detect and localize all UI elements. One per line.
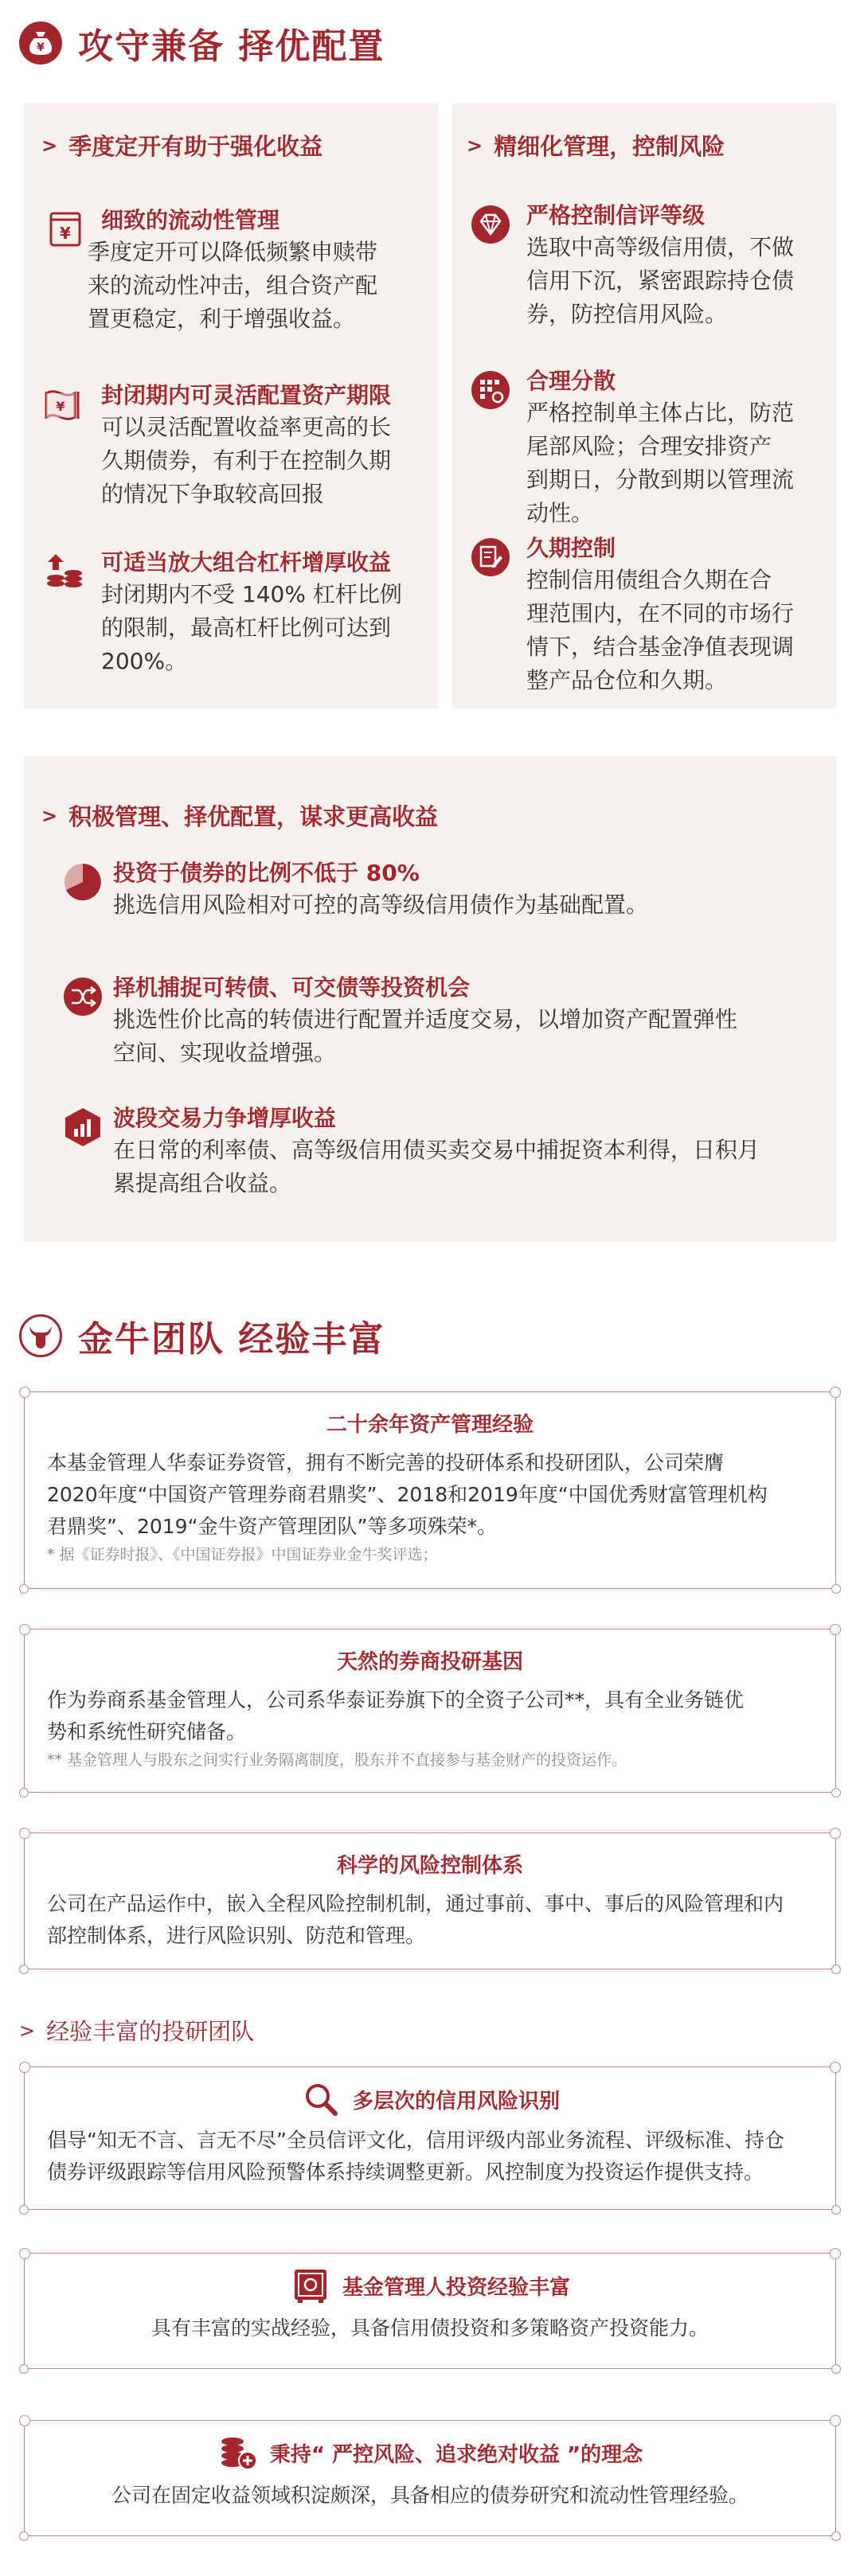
- card-line: 作为券商系基金管理人，公司系华泰证券旗下的全资子公司**，具有全业务链优: [47, 1688, 745, 1711]
- item-line: 整产品仓位和久期。: [526, 667, 728, 693]
- yen-doc-icon: [41, 205, 89, 253]
- svg-text:¥: ¥: [60, 224, 71, 243]
- list-item: [467, 533, 825, 697]
- section-title: 金牛团队 经验丰富: [78, 1319, 385, 1360]
- card-line: 部控制体系，进行风险识别、防范和管理。: [47, 1924, 426, 1947]
- list-item: [41, 381, 432, 511]
- card-header: [25, 2432, 835, 2473]
- card-line: 本基金管理人华泰证券资管，拥有不断完善的投研体系和投研团队，公司荣膺: [47, 1451, 725, 1474]
- item-line: 可以灵活配置收益率更高的长: [101, 414, 392, 440]
- item-line: 在日常的利率债、高等级信用债买卖交易中捕捉资本利得，日积月: [113, 1137, 760, 1163]
- magnifier-icon: [300, 2078, 342, 2120]
- item-line: 券，防控信用风险。: [526, 301, 728, 327]
- card-line: 具有丰富的实战经验，具备信用债投资和多策略资产投资能力。: [150, 2316, 709, 2340]
- card-line: 公司在产品运作中，嵌入全程风险控制机制，通过事前、事中、事后的风险管理和内: [47, 1892, 784, 1915]
- panel-title: > 季度定开有助于强化收益: [41, 133, 323, 160]
- card-header: [25, 2265, 835, 2306]
- panel-active-management: [24, 756, 836, 1242]
- item-line: 到期日，分散到期以管理流: [526, 466, 795, 493]
- panel-risk-control: [452, 103, 836, 708]
- card-footnote: * 据《证券时报》、《中国证券报》中国证券业金牛奖评选；: [47, 1546, 438, 1563]
- card-line: 2020年度“中国资产管理券商君鼎奖”、2018和2019年度“中国优秀财富管理机构: [47, 1483, 768, 1506]
- list-item: [59, 858, 823, 922]
- coins-up-icon: [41, 548, 89, 595]
- panel-title: > 精细化管理，控制风险: [467, 133, 725, 160]
- money-bag-icon: [19, 21, 62, 64]
- diamond-icon: [467, 201, 514, 248]
- list-item: [467, 201, 825, 331]
- item-title: 合理分散: [526, 368, 616, 394]
- pie-chart-icon: [59, 858, 107, 906]
- card-line: 君鼎奖”、2019“金牛资产管理团队”等多项殊荣*。: [47, 1515, 497, 1538]
- item-line: 季度定开可以降低频繁申赎带: [88, 239, 378, 265]
- card-title: 基金管理人投资经验丰富: [342, 2275, 570, 2300]
- card-title: 秉持“ 严控风险、追求绝对收益 ”的理念: [269, 2442, 643, 2467]
- item-line: 久期债券，有利于在控制久期: [101, 447, 392, 474]
- card-line: 势和系统性研究储备。: [47, 1720, 247, 1743]
- item-title: 投资于债券的比例不低于 80%: [113, 860, 420, 886]
- item-line: 累提高组合收益。: [113, 1170, 292, 1196]
- bull-badge-icon: [19, 1314, 62, 1357]
- list-item: [41, 205, 432, 336]
- card-title: 天然的券商投研基因: [336, 1650, 523, 1674]
- card-manager-experience: [24, 2253, 836, 2369]
- card-title: 多层次的信用风险识别: [352, 2089, 560, 2113]
- team-subheader: > 经验丰富的投研团队: [19, 2018, 255, 2045]
- item-line: 置更稳定，利于增强收益。: [88, 306, 356, 332]
- list-item: [41, 548, 432, 678]
- card-line: 倡导“知无不言、言无不尽”全员信评文化，信用评级内部业务流程、评级标准、持仓: [47, 2129, 784, 2152]
- item-line: 的情况下争取较高回报: [101, 481, 325, 507]
- section-header-2: [19, 1310, 385, 1361]
- item-line: 封闭期内不受 140% 杠杆比例: [101, 581, 402, 607]
- section-title: 攻守兼备 择优配置: [78, 26, 385, 67]
- section-header-1: [19, 18, 385, 68]
- item-title: 久期控制: [526, 535, 616, 561]
- card-philosophy: [24, 2420, 836, 2536]
- shuffle-icon: [59, 973, 107, 1021]
- item-line: 挑选信用风险相对可控的高等级信用债作为基础配置。: [113, 892, 649, 918]
- list-item: [467, 366, 825, 530]
- card-asset-management-experience: [24, 1391, 836, 1589]
- item-line: 来的流动性冲击，组合资产配: [88, 272, 378, 299]
- card-risk-control-system: [24, 1832, 836, 1969]
- svg-text:¥: ¥: [37, 41, 45, 54]
- safe-icon: [290, 2265, 331, 2306]
- card-line: 公司在固定收益领域积淀颇深，具备相应的债券研究和流动性管理经验。: [111, 2484, 749, 2507]
- card-header: [25, 2078, 835, 2120]
- card-title: 二十余年资产管理经验: [326, 1413, 534, 1437]
- bar-chart-icon: [59, 1103, 107, 1151]
- item-line: 尾部风险；合理安排资产: [526, 433, 772, 459]
- svg-text:¥: ¥: [56, 399, 65, 414]
- item-line: 空间、实现收益增强。: [113, 1040, 337, 1066]
- item-title: 封闭期内可灵活配置资产期限: [101, 382, 392, 408]
- item-title: 细致的流动性管理: [101, 207, 280, 233]
- yen-flag-icon: [41, 381, 89, 428]
- item-line: 理范围内，在不同的市场行: [526, 600, 795, 626]
- item-line: 动性。: [526, 500, 594, 526]
- card-title: 科学的风险控制体系: [336, 1854, 523, 1878]
- coins-plus-icon: [217, 2432, 259, 2473]
- item-line: 200%。: [101, 648, 188, 674]
- item-title: 择机捕捉可转债、可交债等投资机会: [113, 974, 471, 1001]
- item-line: 挑选性价比高的转债进行配置并适度交易，以增加资产配置弹性: [113, 1006, 738, 1032]
- edit-doc-icon: [467, 533, 514, 581]
- item-line: 控制信用债组合久期在合: [526, 567, 772, 593]
- item-title: 可适当放大组合杠杆增厚收益: [101, 549, 392, 576]
- list-item: [59, 973, 823, 1070]
- panel-quarterly: [24, 103, 438, 708]
- card-brokerage-research: [24, 1629, 836, 1793]
- card-footnote: ** 基金管理人与股东之间实行业务隔离制度，股东并不直接参与基金财产的投资运作。: [47, 1751, 627, 1769]
- item-line: 选取中高等级信用债，不做: [526, 234, 795, 260]
- grid-settings-icon: [467, 366, 514, 414]
- panel-title: > 积极管理、择优配置，谋求更高收益: [41, 803, 439, 830]
- item-line: 的限制，最高杠杆比例可达到: [101, 615, 392, 641]
- card-line: 债券评级跟踪等信用风险预警体系持续调整更新。风控制度为投资运作提供支持。: [47, 2160, 764, 2184]
- list-item: [59, 1103, 823, 1200]
- item-line: 信用下沉，紧密跟踪持仓债: [526, 267, 795, 294]
- card-credit-risk: [24, 2067, 836, 2210]
- item-line: 严格控制单主体占比，防范: [526, 400, 795, 426]
- item-title: 波段交易力争增厚收益: [113, 1105, 337, 1131]
- item-line: 情下，结合基金净值表现调: [526, 634, 795, 660]
- item-title: 严格控制信评等级: [526, 202, 706, 228]
